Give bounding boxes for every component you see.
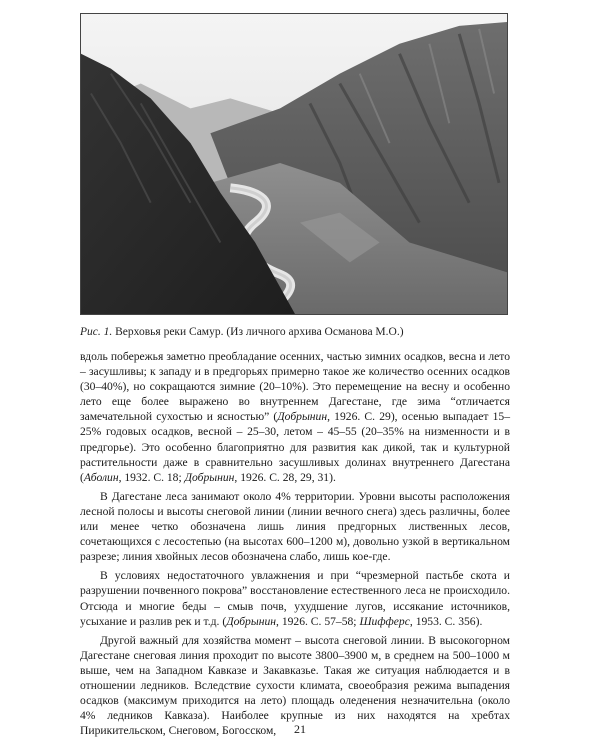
citation-author: Добрынин	[226, 614, 277, 628]
citation-author: Шифферс	[359, 614, 410, 628]
paragraph-text: , 1926. С. 28, 29, 31).	[234, 470, 336, 484]
paragraph	[80, 568, 510, 628]
citation-author: Добрынин	[277, 410, 328, 424]
paragraph-text: , 1932. С. 18;	[118, 470, 185, 484]
mountain-valley-photo	[81, 14, 507, 314]
paragraph-text: В условиях недостаточного увлажнения и при “чрезмерной пастьбе скота и разрушении почвенного покрова” восстановление естественного леса не происходило. Отсюда и многие беды – смыв почв, ухудшение лугов, иссякание источников, усыхание и разлив рек и т.д. (	[80, 569, 510, 628]
paragraph	[80, 349, 510, 485]
citation-author: Добрынин	[184, 470, 235, 484]
paragraph-text: вдоль побережья заметно преобладание осенних, частью зимних осадков, весна и лето – засушливы; к западу и в предгорьях примерно такое же количество осенних осадков (30–40%), но сокращаются зимние (20–10%). Это перемещение на весну и особенно лето еще более выражено во внутреннем Дагестане, где зима “отличается замечательной сухостью и ясностью” (	[80, 350, 510, 424]
body-text	[80, 349, 510, 738]
figure-caption-text: Верховья реки Самур. (Из личного архива Османова М.О.)	[115, 326, 404, 338]
paragraph-text: , 1926. С. 57–58;	[276, 614, 360, 628]
figure-label: Рис. 1.	[80, 326, 113, 338]
figure-caption	[80, 325, 520, 339]
paragraph-text: В Дагестане леса занимают около 4% территории. Уровни высоты расположения лесной полосы и высоты снеговой линии (линии вечного снега) здесь различны, более или менее четко обозначена лишь линия предгорных лиственных лесов, сочетающихся с лесостепью (на высотах 600–1200 м), довольно узкой в вертикальном разрезе; линия хвойных лесов обозначена слабо, лишь кое-где.	[80, 489, 510, 564]
figure-photo	[80, 13, 508, 315]
paragraph	[80, 489, 510, 564]
paragraph-text: Другой важный для хозяйства момент – высота снеговой линии. В высокогорном Дагестане снеговая линия проходит по высоте 3800–3900 м, в среднем на 500–1000 м выше, чем на Западном Кавказе и Закавказье. Такая же ситуация наблюдается и в отношении ледников. Вследствие сухости климата, своеобразия режима выпадения осадков (максимум приходится на лето) площадь оледенения незначительна (около 4% ледников Кавказа). Наиболее крупные из них находятся на хребтах Пирикительском, Снеговом, Богосском,	[80, 633, 510, 738]
citation-author: Аболин	[83, 470, 119, 484]
page-number: 21	[294, 722, 306, 736]
paragraph-text: , 1926. С. 29), осенью выпадает 15–25% годовых осадков, весной – 25–30, летом – 45–55 (20–35% на низменности и в предгорье). Это особенно благоприятно для развития как дикой, так и культурной растительности даже в сравнительно засушливых долинах внутреннего Дагестана (	[80, 410, 511, 484]
paragraph-text: , 1953. С. 356).	[409, 614, 483, 628]
